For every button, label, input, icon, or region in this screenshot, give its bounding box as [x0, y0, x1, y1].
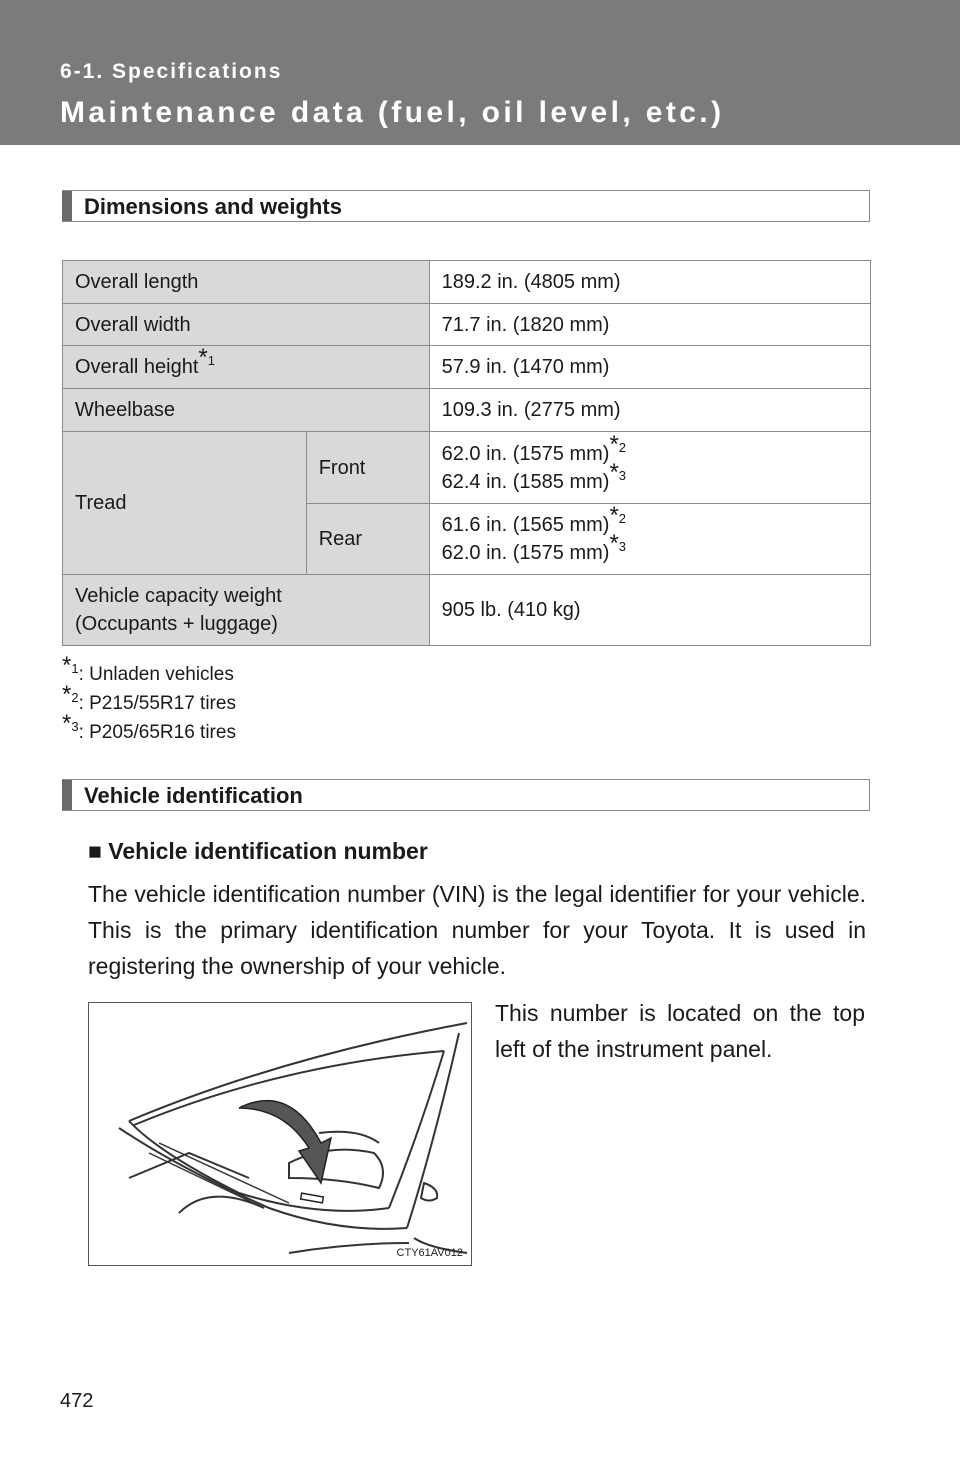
- row-label: Overall width: [63, 304, 430, 346]
- row-value: 109.3 in. (2775 mm): [429, 389, 870, 432]
- footnote: $^{*2}$: P215/55R17 tires: [62, 680, 236, 714]
- row-label: [63, 346, 430, 389]
- page-number: 472: [60, 1390, 94, 1412]
- footnote-mark: *1: [198, 344, 215, 372]
- square-bullet-icon: ■: [88, 838, 102, 864]
- subheading: ■ Vehicle identification number: [88, 838, 428, 864]
- row-label: Overall length: [63, 261, 430, 304]
- page-header: [0, 0, 960, 145]
- table-row: [63, 389, 871, 432]
- row-label: Wheelbase: [63, 389, 430, 432]
- footnote: $^{*1}$: Unladen vehicles: [62, 651, 234, 685]
- section-label: 6-1. Specifications: [60, 60, 283, 83]
- row-label: Tread: [63, 432, 307, 575]
- footnote: $^{*3}$: P205/65R16 tires: [62, 709, 236, 743]
- row-value: 57.9 in. (1470 mm): [429, 346, 870, 389]
- row-value: 905 lb. (410 kg): [429, 575, 870, 646]
- dashboard-illustration: [88, 1002, 472, 1266]
- footnotes: [62, 651, 236, 747]
- heading-bar: [62, 191, 72, 221]
- section-heading-label: Dimensions and weights: [84, 194, 342, 219]
- row-sublabel: Front: [306, 432, 429, 504]
- heading-bar: [62, 780, 72, 810]
- table-row: [63, 575, 871, 646]
- vin-location-text: This number is located on the top left of the instrument panel.: [495, 1000, 865, 1062]
- section-heading-vehicle-id: [62, 779, 870, 811]
- row-value: 61.6 in. (1565 mm)$^{*2}$ 62.0 in. (1575 mm)$^{*3}$: [429, 504, 870, 575]
- row-sublabel: Rear: [306, 504, 429, 575]
- section-heading-dimensions: [62, 190, 870, 222]
- row-value: 62.0 in. (1575 mm)$^{*2}$ 62.4 in. (1585 mm)$^{*3}$: [429, 432, 870, 504]
- arrow-icon: [239, 1101, 331, 1183]
- row-value: 71.7 in. (1820 mm): [429, 304, 870, 346]
- row-label: Vehicle capacity weight (Occupants + luggage): [63, 575, 430, 646]
- vin-plate: [301, 1193, 324, 1203]
- page-title: Maintenance data (fuel, oil level, etc.): [60, 96, 725, 129]
- table-row: [63, 432, 871, 504]
- table-row: [63, 261, 871, 304]
- section-heading-label: Vehicle identification: [84, 783, 303, 808]
- row-value: 189.2 in. (4805 mm): [429, 261, 870, 304]
- table-row: [63, 346, 871, 389]
- label-text: Overall height: [75, 356, 199, 378]
- vin-paragraph: The vehicle identification number (VIN) is the legal identifier for your vehicle. This is the primary identification number for your Toyota. It is used in registering the ownership of your vehicle.: [88, 881, 866, 979]
- windshield-vin-drawing: [89, 1003, 471, 1265]
- image-code: CTY61AV012: [396, 1247, 463, 1259]
- dimensions-table: [62, 260, 871, 646]
- table-row: [63, 304, 871, 346]
